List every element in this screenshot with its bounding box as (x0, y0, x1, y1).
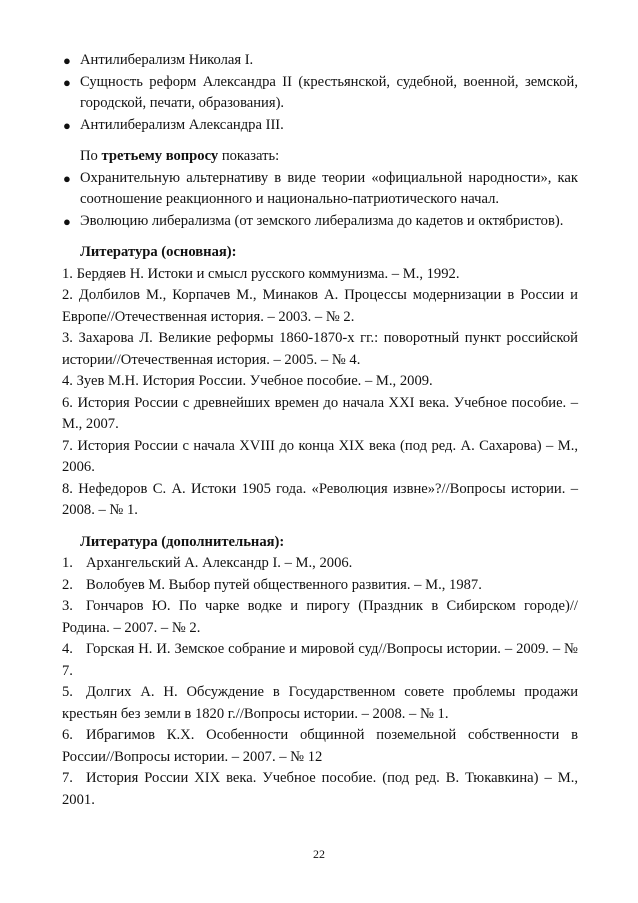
list-item: ● Охранительную альтернативу в виде теории «официальной народности», как соотношение реакционного и национально-патриотического начал. (63, 169, 578, 207)
list-item: 6. История России с древнейших времен до начала XXI века. Учебное пособие. – М., 2007. (62, 394, 578, 432)
bullet-icon: ● (63, 117, 71, 133)
list-item: 8. Нефедоров С. А. Истоки 1905 года. «Революция извне»?//Вопросы истории. – 2008. – № 1. (62, 480, 578, 518)
list-item: 2. Долбилов М., Корпачев М., Минаков А. Процессы модернизации в России и Европе//Отечественная история. – 2003. – № 2. (62, 287, 578, 325)
bullet-icon: ● (63, 74, 71, 90)
bullet-icon: ● (63, 53, 71, 68)
literature-extra-list (62, 553, 578, 811)
list-item: 7. История России с начала XVIII до конца XIX века (под ред. А. Сахарова) – М., 2006. (62, 437, 578, 475)
list-item: 4. Горская Н. И. Земское собрание и мировой суд//Вопросы истории. – 2009. – № 7. (62, 641, 578, 679)
list-item: ● Антилиберализм Николая I. (62, 50, 578, 72)
list-item: ● Эволюцию либерализма (от земского либерализма до кадетов и октябристов). (62, 211, 578, 233)
list-item: 5. Долгих А. Н. Обсуждение в Государственном совете проблемы продажи крестьян без земли в 1820 г.//Вопросы истории. – 2008. – № 1. (62, 684, 578, 722)
bullet-icon: ● (63, 213, 71, 229)
literature-extra-heading: Литература (дополнительная): (80, 533, 285, 550)
list-item: 2. Волобуев М. Выбор путей общественного развития. – М., 1987. (62, 576, 482, 593)
list-item: 1. Архангельский А. Александр I. – М., 2006. (62, 555, 353, 571)
list-item: 6. Ибрагимов К.Х. Особенности общинной поземельной собственности в России//Вопросы истории. – 2007. – № 12 (62, 727, 578, 765)
literature-main-list (62, 264, 578, 522)
bullet-icon: ● (63, 170, 71, 186)
list-item: ● Сущность реформ Александра II (крестьянской, судебной, военной, земской, городской, печати, образования). (63, 73, 578, 111)
list-item: 7. История России XIX века. Учебное пособие. (под ред. В. Тюкавкина) – М., 2001. (62, 770, 578, 808)
page-body (62, 50, 578, 811)
list-item: 1. Бердяев Н. Истоки и смысл русского коммунизма. – М., 1992. (62, 265, 460, 282)
question-3-heading: По третьему вопросу показать: (80, 148, 280, 164)
list-item: ● Антилиберализм Александра III. (62, 115, 578, 137)
list-item: 3. Захарова Л. Великие реформы 1860-1870-х гг.: поворотный пункт российской истории//Отечественная история. – 2005. – № 4. (62, 330, 578, 368)
list-item: 3. Гончаров Ю. По чарке водке и пирогу (Праздник в Сибирском городе)//Родина. – 2007. – № 2. (62, 598, 578, 636)
list-item: 4. Зуев М.Н. История России. Учебное пособие. – М., 2009. (62, 373, 433, 389)
bullet-list-1 (62, 50, 578, 136)
bullet-list-2 (62, 168, 578, 233)
literature-main-heading: Литература (основная): (80, 244, 237, 260)
page-number: 22 (313, 847, 325, 861)
